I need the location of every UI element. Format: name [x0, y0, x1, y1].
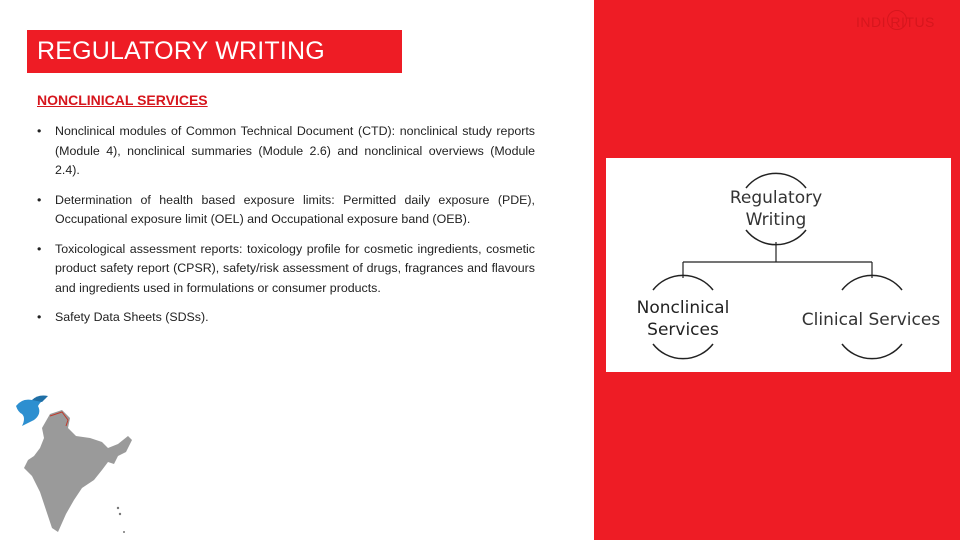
node-line: Writing	[745, 210, 807, 230]
logo-text: INDI RITUS	[856, 14, 935, 30]
node-line: Regulatory	[729, 188, 823, 208]
bullet-icon: •	[37, 192, 42, 207]
service-bullet-list	[37, 122, 535, 338]
list-item	[37, 191, 535, 230]
map-island-dot	[123, 531, 125, 533]
bullet-icon: •	[37, 241, 42, 256]
right-bottom-arc	[842, 344, 902, 359]
page-title: REGULATORY WRITING	[27, 30, 402, 73]
left-bottom-arc	[653, 344, 713, 359]
india-map-icon	[10, 392, 145, 540]
node-regulatory-writing	[706, 187, 846, 231]
map-island-dot	[119, 513, 121, 515]
map-landmass	[24, 410, 132, 532]
logo-ring-icon	[887, 10, 907, 30]
bullet-text: Determination of health based exposure limits: Permitted daily exposure (PDE), Occupational exposure limit (OEL) and Occupational exposure band (OEB).	[55, 192, 535, 226]
section-heading: NONCLINICAL SERVICES	[37, 92, 208, 108]
hierarchy-diagram	[606, 158, 951, 372]
node-line: Nonclinical	[636, 298, 730, 318]
root-top-arc	[746, 173, 806, 188]
bullet-text: Toxicological assessment reports: toxicology profile for cosmetic ingredients, cosmetic product safety report (CPSR), safety/risk assessment of drugs, fragrances and flavours and ingredients used in formulations or consumer products.	[55, 241, 535, 295]
bird-logo-icon	[12, 394, 52, 428]
bullet-icon: •	[37, 124, 42, 138]
list-item	[37, 308, 535, 328]
node-clinical-services	[796, 309, 946, 331]
map-island-dot	[117, 507, 119, 509]
list-item	[37, 240, 535, 299]
node-line: Services	[647, 320, 719, 340]
node-nonclinical-services	[613, 297, 753, 341]
bullet-icon: •	[37, 310, 42, 324]
company-logo	[856, 14, 935, 30]
list-item	[37, 122, 535, 181]
node-line: Clinical Services	[801, 310, 941, 330]
bullet-text: Safety Data Sheets (SDSs).	[55, 310, 209, 324]
bullet-text: Nonclinical modules of Common Technical Document (CTD): nonclinical study reports (Module 4), nonclinical summaries (Module 2.6) and nonclinical overviews (Module 2.4).	[55, 124, 535, 177]
